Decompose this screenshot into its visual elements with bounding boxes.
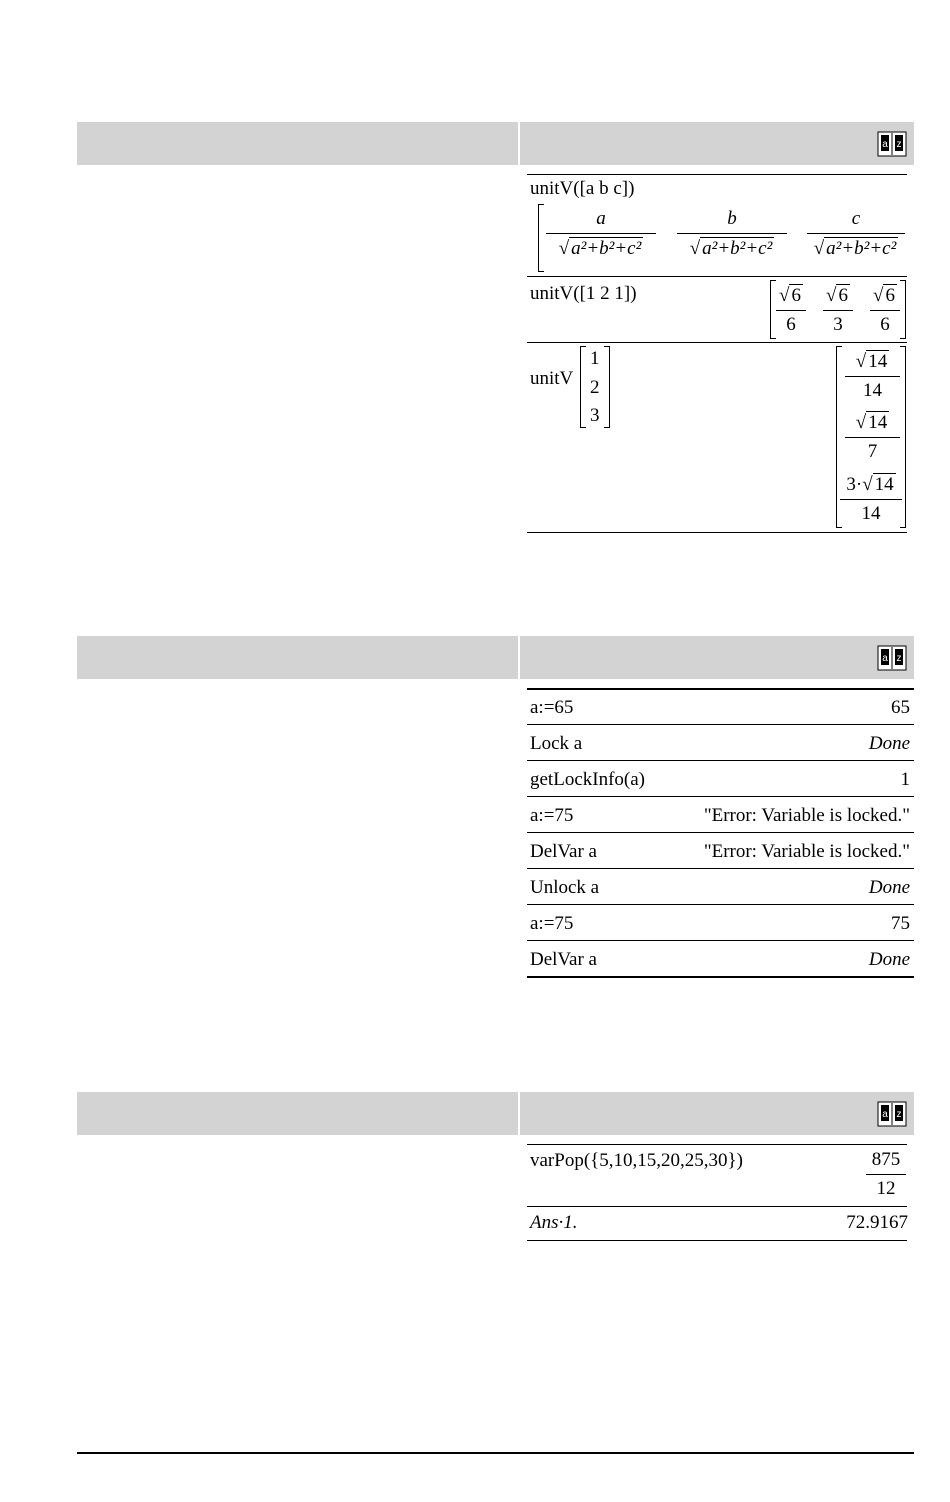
fraction-a: a √ a²+b²+c² [546,208,656,260]
row-input: getLockInfo(a) [530,769,645,790]
row-input: Unlock a [530,877,600,898]
input-unitV-column: unitV [530,368,574,389]
row-output: 75 [891,913,910,934]
row-output: Done [868,877,910,898]
row-input: a:=75 [530,805,574,826]
input-unitV-abc: unitV([a b c]) [530,178,635,199]
row-input: DelVar a [530,949,597,970]
svg-text:a: a [882,653,888,664]
row-output: "Error: Variable is locked." [703,841,910,862]
fraction-3sqrt14-14: 3·√ 14 14 [840,473,902,525]
row-output: 1 [900,769,910,790]
fraction-b: b √ a²+b²+c² [677,208,787,260]
fraction-sqrt14-7: √ 14 7 [845,411,900,463]
row-output: "Error: Variable is locked." [703,805,910,826]
book-icon [877,645,907,671]
svg-text:z: z [896,1109,902,1120]
fraction-sqrt6-3: √ 6 3 [823,284,853,336]
row-input: a:=65 [530,697,574,718]
fraction-sqrt14-14: √ 14 14 [845,350,900,402]
input-varPop: varPop({5,10,15,20,25,30}) [530,1150,743,1171]
row-input: Lock a [530,733,583,754]
input-ans: Ans·1. [530,1212,578,1233]
svg-text:z: z [896,653,902,664]
input-unitV-121: unitV([1 2 1]) [530,283,637,304]
output-ans: 72.9167 [846,1212,908,1233]
fraction-875-12: 875 12 [866,1149,906,1200]
section-header-bar [77,1092,914,1135]
svg-text:a: a [882,1109,888,1120]
page-footer-rule [77,1452,914,1454]
row-input: a:=75 [530,913,574,934]
row-output: Done [868,733,910,754]
fraction-c: c √ a²+b²+c² [807,208,905,260]
section-header-bar [77,636,914,679]
book-icon [877,1101,907,1127]
section-header-bar [77,122,914,165]
svg-text:z: z [896,139,902,150]
svg-text:a: a [882,139,888,150]
row-output: Done [868,949,910,970]
row-input: DelVar a [530,841,597,862]
fraction-sqrt6-6b: √ 6 6 [870,284,900,336]
book-icon [877,131,907,157]
fraction-sqrt6-6: √ 6 6 [776,284,806,336]
row-output: 65 [891,697,910,718]
